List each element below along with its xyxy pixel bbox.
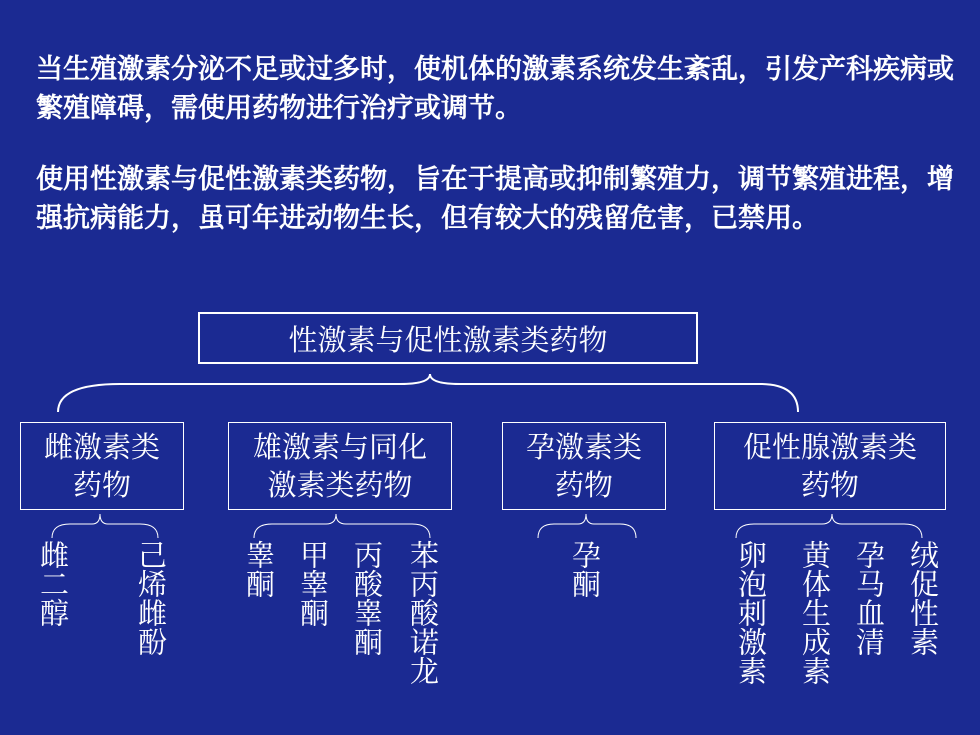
category-label-line2: 药物 — [72, 468, 131, 502]
category-label-line1: 促性腺激素类 — [742, 430, 917, 464]
category-label-line2: 药物 — [554, 468, 613, 502]
brace-androgen — [254, 514, 430, 538]
drug-pmsg: 孕马血清 — [852, 540, 886, 656]
brace-gonadotropin — [736, 514, 922, 538]
category-label-line2: 药物 — [800, 468, 859, 502]
brace-progestin — [538, 514, 636, 538]
root-node — [198, 312, 698, 364]
root-brace — [58, 374, 798, 412]
category-label-line1: 雌激素类 — [43, 430, 160, 464]
category-label-line1: 孕激素类 — [525, 430, 642, 464]
category-label-line2: 激素类药物 — [267, 468, 413, 502]
drug-lh: 黄体生成素 — [798, 540, 832, 685]
brace-estrogen — [52, 514, 158, 538]
drug-progesterone: 孕酮 — [568, 540, 602, 598]
category-progestin — [502, 422, 666, 510]
category-androgen — [228, 422, 452, 510]
drug-fsh: 卵泡刺激素 — [734, 540, 768, 685]
category-estrogen — [20, 422, 184, 510]
category-label-line1: 雄激素与同化 — [252, 430, 427, 464]
drug-diethylstilbestrol: 己烯雌酚 — [134, 540, 168, 656]
drug-testosterone-propionate: 丙酸睾酮 — [350, 540, 384, 656]
usage-paragraph: 使用性激素与促性激素类药物，旨在于提高或抑制繁殖力，调节繁殖进程，增强抗病能力，虽可年进动物生长，但有较大的残留危害，已禁用。 — [36, 164, 954, 234]
drug-hcg: 绒促性素 — [906, 540, 940, 656]
drug-methyltestosterone: 甲睾酮 — [296, 540, 330, 627]
category-gonadotropin — [714, 422, 946, 510]
drug-testosterone: 睾酮 — [242, 540, 276, 598]
drug-nandrolone-phenylpropionate: 苯丙酸诺龙 — [406, 540, 440, 685]
drug-estradiol: 雌二醇 — [36, 540, 70, 627]
root-label: 性激素与促性激素类药物 — [288, 322, 608, 357]
intro-paragraph: 当生殖激素分泌不足或过多时，使机体的激素系统发生紊乱，引发产科疾病或繁殖障碍，需使用药物进行治疗或调节。 — [36, 54, 954, 124]
